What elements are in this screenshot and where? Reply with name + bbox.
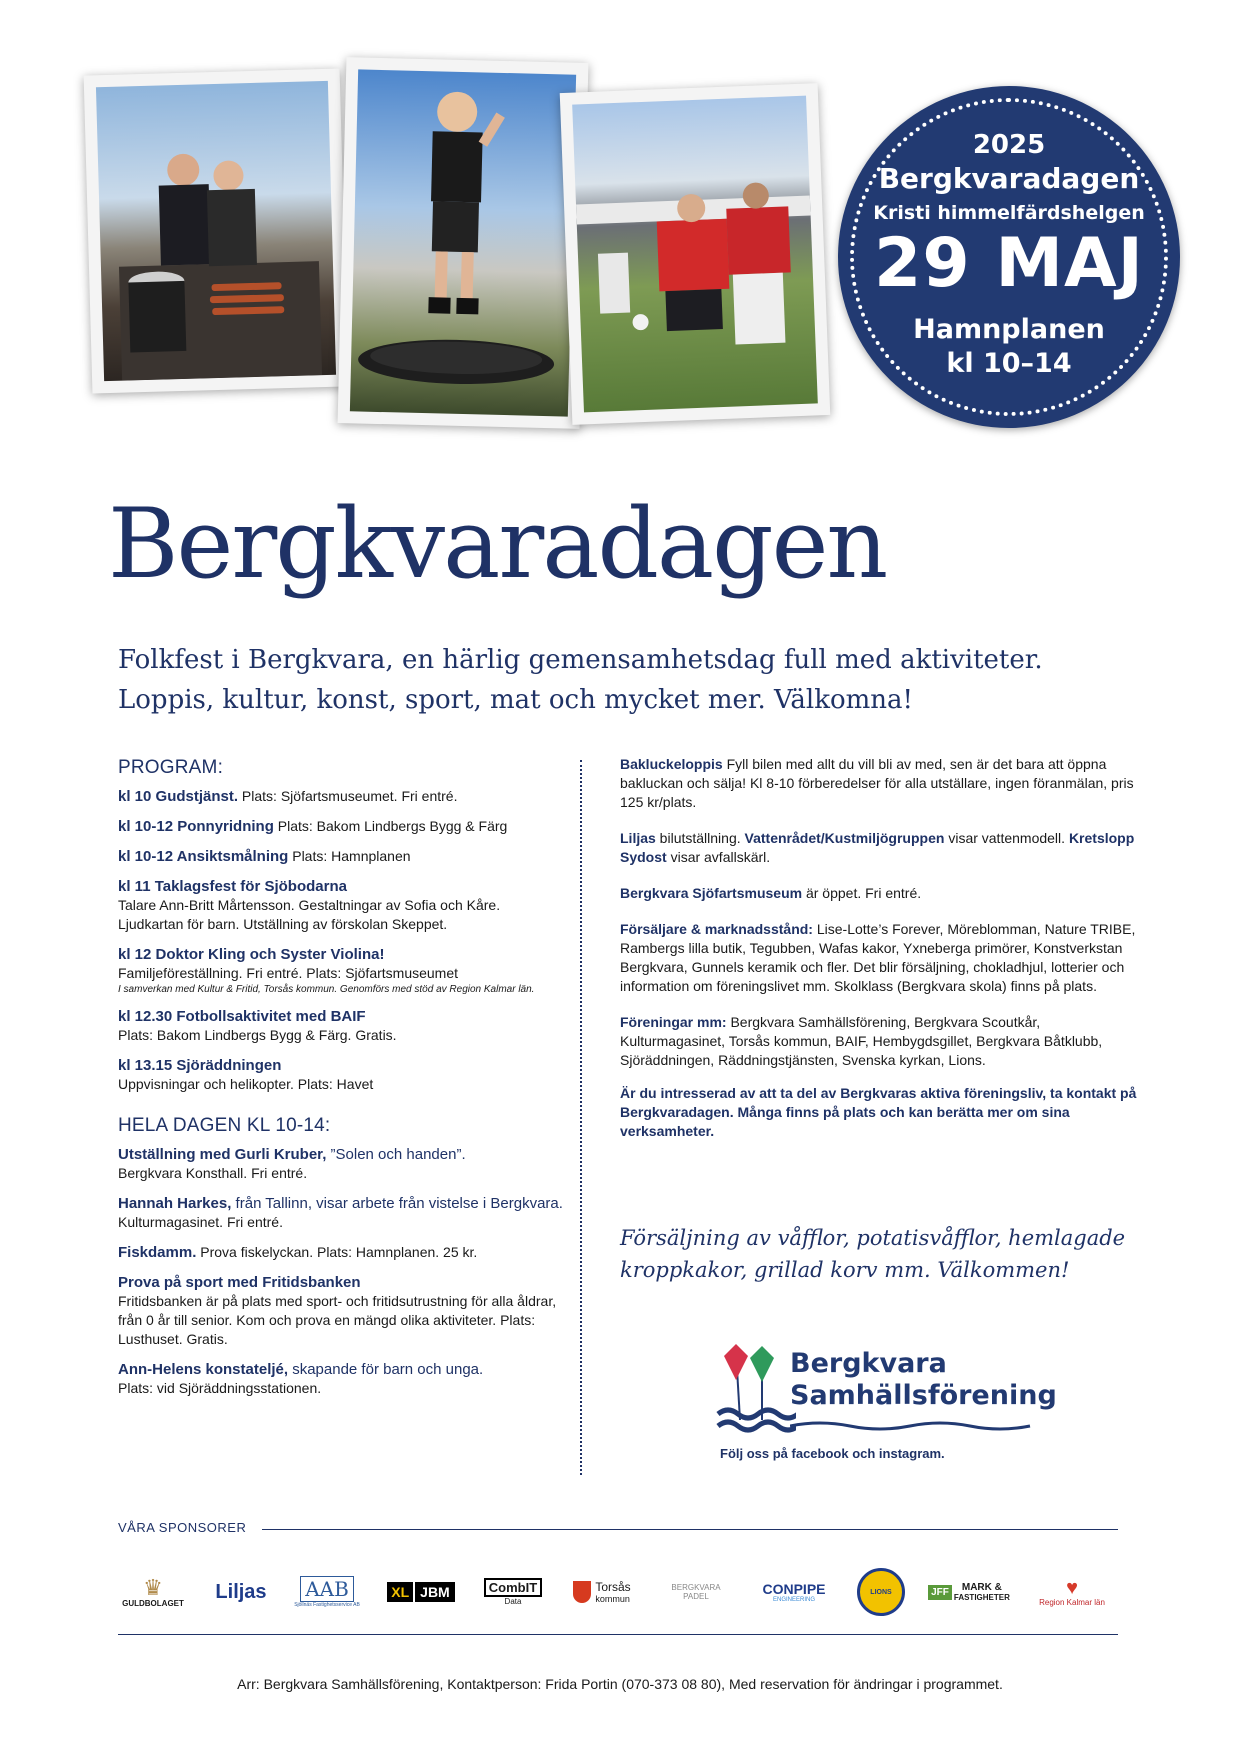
- sponsor-xl-jbm: XL JBM: [380, 1562, 462, 1622]
- sponsor-conpipe: CONPIPE ENGINEERING: [762, 1581, 826, 1603]
- associations-text: Bergkvara Samhällsförening, Bergkvara Scoutkår, Kulturmagasinet, Torsås kommun, BAIF, Hembygdsgillet, Bergkvara Båtklubb, Sjöräddningen, Räddningstjänsten, Svenska kyrkan, Lions.: [620, 1014, 1103, 1068]
- program-heading: PROGRAM:: [118, 757, 224, 778]
- program-item: [118, 787, 568, 806]
- program-item-title: kl 12.30 Fotbollsaktivitet med BAIF: [118, 1008, 366, 1025]
- allday-item-subtitle: skapande för barn och unga.: [288, 1361, 484, 1378]
- badge-date: 29 MAJ: [874, 224, 1144, 303]
- food-text: Försäljning av våfflor, potatisvåfflor, hemlagade kroppkakor, grillad korv mm. Välkommen!: [620, 1226, 1126, 1282]
- allday-item: [118, 1360, 568, 1398]
- kretslopp-title: Kretslopp Sydost: [620, 830, 1135, 865]
- allday-item-text: Kulturmagasinet. Fri entré.: [118, 1214, 283, 1230]
- allday-item-text: Bergkvara Konsthall. Fri entré.: [118, 1165, 308, 1181]
- program-item: [118, 1007, 568, 1045]
- program-item-text: Uppvisningar och helikopter. Plats: Havet: [118, 1076, 374, 1092]
- program-item-text: Plats: Bakom Lindbergs Bygg & Färg. Gratis.: [118, 1027, 397, 1043]
- bakluckeloppis-text: Fyll bilen med allt du vill bli av med, sen är det bara att öppna bakluckan och sälja! Kl 8-10 förberedelser för alla utställare, ingen föranmälan, pris 125 kr/plats.: [620, 756, 1134, 810]
- column-divider: [580, 760, 582, 1475]
- allday-item: [118, 1145, 568, 1183]
- associations-title: Föreningar mm:: [620, 1014, 727, 1030]
- allday-item: [118, 1194, 568, 1232]
- lead-line-1: Folkfest i Bergkvara, en härlig gemensamhetsdag full med aktiviteter.: [118, 645, 1043, 675]
- sellers-text: Lise-Lotte’s Forever, Möreblomman, Nature TRIBE, Rambergs lilla butik, Tegubben, Wafas kakor, Yxneberga primörer, Konstverkstan Bergkvara, Gunnels keramik och fler. Det blir försäljning, chokladhjul, lotterier och information om föreningslivet mm. Skolklass (Bergkvara skola) finns på plats.: [620, 921, 1136, 994]
- badge-time: kl 10–14: [946, 348, 1072, 379]
- sponsor-region-kalmar: ♥ Region Kalmar län: [1039, 1576, 1105, 1607]
- program-item: [118, 1056, 568, 1094]
- museum-paragraph: [620, 884, 1140, 903]
- lead-line-2: Loppis, kultur, konst, sport, mat och mycket mer. Välkomna!: [118, 685, 913, 715]
- program-item-title: kl 13.15 Sjöräddningen: [118, 1057, 282, 1074]
- crown-icon: ♛: [143, 1574, 163, 1600]
- logo-underline-wave-icon: [790, 1420, 1120, 1432]
- allday-item: [118, 1273, 568, 1349]
- sponsors-bottom-rule: [118, 1634, 1118, 1635]
- photo-grill: [84, 68, 349, 393]
- torsas-shield-icon: [573, 1581, 591, 1603]
- program-item-text: Plats: Sjöfartsmuseumet. Fri entré.: [238, 788, 458, 804]
- invite-text: Är du intresserad av att ta del av Bergkvaras aktiva föreningsliv, ta kontakt på Bergkvaradagen. Många finns på plats och kan berätta mer om sina verksamheter.: [620, 1085, 1137, 1139]
- allday-item-title: Utställning med Gurli Kruber,: [118, 1146, 327, 1163]
- program-item: [118, 945, 568, 996]
- sponsor-logos: [118, 1562, 1118, 1622]
- allday-item-title: Hannah Harkes,: [118, 1195, 232, 1212]
- sponsor-lions: LIONS: [854, 1562, 908, 1622]
- allday-item-title: Fiskdamm.: [118, 1244, 197, 1261]
- allday-item-text: Prova fiskelyckan. Plats: Hamnplanen. 25 kr.: [196, 1244, 478, 1260]
- program-item-text: Plats: Hamnplanen: [288, 848, 411, 864]
- program-item-title: kl 12 Doktor Kling och Syster Violina!: [118, 946, 385, 963]
- allday-item-title: Prova på sport med Fritidsbanken: [118, 1274, 361, 1291]
- allday-item-text: Fritidsbanken är på plats med sport- och fritidsutrustning för alla åldrar, från 0 år till senior. Kom och prova en mängd olika aktiviteter. Plats: Lusthuset. Gratis.: [118, 1293, 557, 1347]
- liljas-title: Liljas: [620, 830, 656, 846]
- liljas-text: bilutställning.: [655, 830, 745, 846]
- sponsor-combit: CombIT Data: [480, 1562, 546, 1622]
- museum-title: Bergkvara Sjöfartsmuseum: [620, 885, 803, 901]
- allday-item-text: Plats: vid Sjöräddningsstationen.: [118, 1380, 322, 1396]
- grill-image: [96, 81, 336, 381]
- logo-line-1: Bergkvara: [790, 1348, 947, 1379]
- program-column: [118, 758, 568, 1409]
- program-item-text: Familjeföreställning. Fri entré. Plats: Sjöfartsmuseumet: [118, 965, 459, 981]
- photo-trampoline: [338, 57, 589, 429]
- vattenradet-text: visar vattenmodell.: [944, 830, 1069, 846]
- badge-occasion: Kristi himmelfärdshelgen: [873, 202, 1145, 224]
- bakluckeloppis-title: Bakluckeloppis: [620, 756, 723, 772]
- bakluckeloppis-paragraph: [620, 755, 1140, 812]
- sponsors-heading: VÅRA SPONSORER: [118, 1520, 247, 1535]
- sponsor-jff-mark: JFF MARK & FASTIGHETER: [926, 1562, 1012, 1622]
- lead-text: [118, 640, 1138, 720]
- program-item-title: kl 10-12 Ansiktsmålning: [118, 848, 289, 865]
- allday-item-subtitle: från Tallinn, visar arbete från vistelse i Bergkvara.: [231, 1195, 563, 1212]
- page-title: Bergkvaradagen: [108, 488, 887, 600]
- vattenradet-title: Vattenrådet/Kustmiljögruppen: [744, 830, 945, 846]
- museum-text: är öppet. Fri entré.: [802, 885, 922, 901]
- sellers-paragraph: [620, 920, 1140, 996]
- logo-line-2: Samhällsförening: [790, 1380, 1057, 1411]
- badge-year: 2025: [972, 130, 1046, 160]
- info-column: [620, 755, 1140, 1141]
- heart-icon: ♥: [1066, 1576, 1078, 1599]
- allday-heading: HELA DAGEN KL 10-14:: [118, 1115, 331, 1136]
- allday-item-subtitle: ”Solen och handen”.: [326, 1146, 466, 1163]
- program-item-title: kl 11 Taklagsfest för Sjöbodarna: [118, 878, 347, 895]
- social-follow-text: Följ oss på facebook och instagram.: [720, 1446, 945, 1461]
- football-image: [572, 96, 818, 413]
- sponsor-torsas: Torsås kommun: [562, 1562, 642, 1622]
- program-item-note: I samverkan med Kultur & Fritid, Torsås kommun. Genomförs med stöd av Region Kalmar län.: [118, 984, 535, 995]
- allday-item-title: Ann-Helens konstateljé,: [118, 1361, 289, 1378]
- sellers-title: Försäljare & marknadsstånd:: [620, 921, 813, 937]
- date-badge: [838, 86, 1180, 428]
- program-item-text: Talare Ann-Britt Mårtensson. Gestaltningar av Sofia och Kåre. Ljudkartan för barn. Utställning av förskolan Skeppet.: [118, 897, 501, 932]
- trampoline-image: [350, 69, 576, 416]
- exhibitions-paragraph: [620, 829, 1140, 867]
- program-item: [118, 877, 568, 934]
- allday-item: [118, 1243, 568, 1262]
- photo-football: [560, 83, 831, 425]
- kretslopp-text: visar avfallskärl.: [666, 849, 771, 865]
- associations-paragraph: [620, 1013, 1140, 1070]
- program-item: [118, 847, 568, 866]
- flags-waves-icon: [716, 1340, 796, 1440]
- program-item: [118, 817, 568, 836]
- sponsor-aab: AAB Sjöllnäs Fastighetsservice AB: [294, 1577, 360, 1608]
- program-item-text: Plats: Bakom Lindbergs Bygg & Färg: [273, 818, 508, 834]
- sponsor-bergkvara-padel: BERGKVARA PADEL: [671, 1583, 721, 1601]
- sponsor-liljas: Liljas: [215, 1580, 267, 1603]
- sponsors-rule: [262, 1529, 1118, 1530]
- footer-text: Arr: Bergkvara Samhällsförening, Kontaktperson: Frida Portin (070-373 08 80), Med reservation för ändringar i programmet.: [237, 1676, 1003, 1692]
- badge-place: Hamnplanen: [913, 314, 1105, 345]
- samhallsforening-logo: [716, 1340, 1057, 1440]
- program-item-title: kl 10-12 Ponnyridning: [118, 818, 274, 835]
- logo-text: [790, 1348, 1057, 1412]
- program-item-title: kl 10 Gudstjänst.: [118, 788, 239, 805]
- badge-event-name: Bergkvaradagen: [878, 162, 1140, 195]
- sponsor-guldbolaget: ♛ GULDBOLAGET: [122, 1574, 184, 1608]
